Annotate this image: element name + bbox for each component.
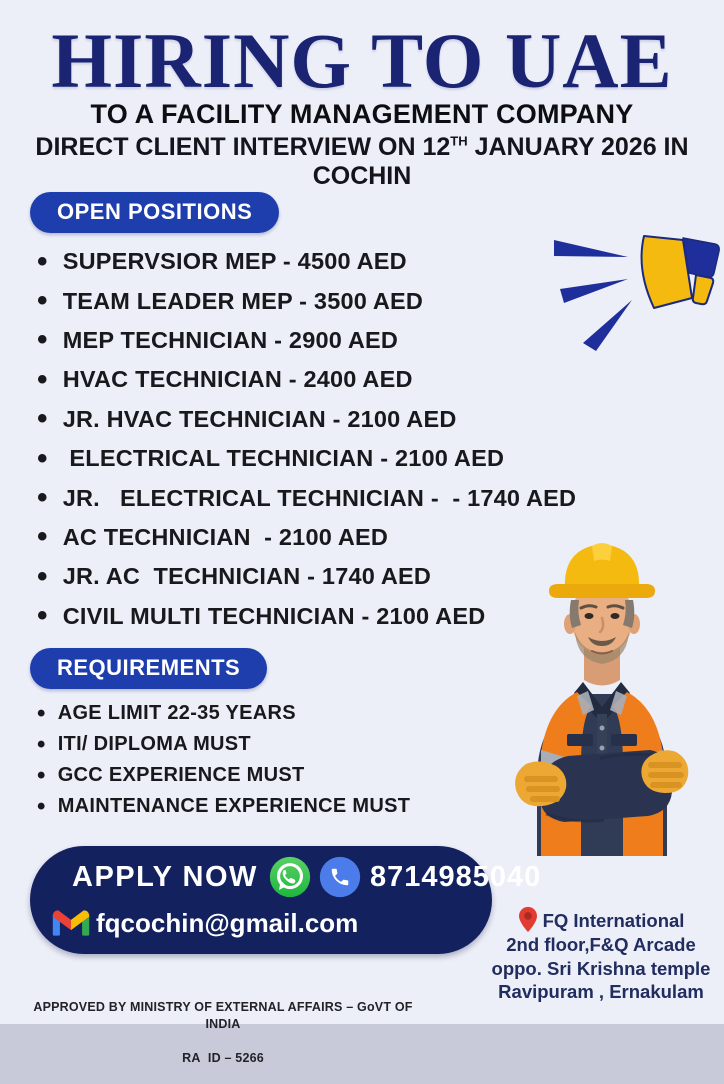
interview-date-suffix: JANUARY 2026 IN COCHIN	[312, 133, 689, 190]
position-item: • CIVIL MULTI TECHNICIAN - 2100 AED	[37, 597, 576, 636]
interview-date-ordinal: TH	[450, 133, 468, 149]
worker-photo	[480, 526, 724, 856]
open-positions-badge: OPEN POSITIONS	[30, 192, 279, 233]
interview-date-prefix: DIRECT CLIENT INTERVIEW ON 12	[35, 133, 451, 161]
requirement-item: • GCC EXPERIENCE MUST	[37, 760, 410, 791]
location-line: 2nd floor,F&Q Arcade	[506, 934, 696, 955]
location-block	[478, 906, 724, 1004]
location-line	[478, 906, 724, 933]
apply-panel	[30, 846, 542, 954]
position-item: • JR. AC TECHNICIAN - 1740 AED	[37, 557, 576, 596]
position-item: • ELECTRICAL TECHNICIAN - 2100 AED	[37, 439, 576, 478]
location-pin-icon	[518, 906, 538, 933]
location-name: FQ International	[542, 910, 685, 931]
apply-now-label: APPLY NOW	[72, 861, 258, 893]
position-item: • JR. ELECTRICAL TECHNICIAN - - 1740 AED	[37, 478, 576, 517]
page-title: HIRING TO UAE	[51, 17, 673, 104]
company-subtitle: TO A FACILITY MANAGEMENT COMPANY	[90, 99, 634, 129]
position-item: • MEP TECHNICIAN - 2900 AED	[37, 321, 576, 360]
phone-number[interactable]: 8714985040	[370, 861, 542, 893]
phone-icon[interactable]	[318, 855, 362, 899]
approval-footer	[28, 982, 418, 1084]
interview-date-line	[0, 133, 724, 191]
megaphone-icon	[548, 222, 724, 357]
gmail-icon	[52, 908, 90, 938]
requirement-item: • MAINTENANCE EXPERIENCE MUST	[37, 791, 410, 822]
position-item: • SUPERVSIOR MEP - 4500 AED	[37, 242, 576, 281]
requirements-badge: REQUIREMENTS	[30, 648, 267, 689]
position-item: • JR. HVAC TECHNICIAN - 2100 AED	[37, 400, 576, 439]
location-line: oppo. Sri Krishna temple	[491, 957, 711, 979]
ra-id-line: RA ID – 5266	[182, 1051, 264, 1065]
approval-line: APPROVED BY MINISTRY OF EXTERNAL AFFAIRS – GoVT OF INDIA	[33, 1000, 413, 1031]
requirements-list	[37, 698, 410, 822]
position-item: • AC TECHNICIAN - 2100 AED	[37, 518, 576, 557]
location-line: Ravipuram , Ernakulam	[498, 981, 704, 1002]
whatsapp-icon[interactable]	[268, 855, 312, 899]
position-item: • HVAC TECHNICIAN - 2400 AED	[37, 360, 576, 399]
position-item: • TEAM LEADER MEP - 3500 AED	[37, 281, 576, 320]
requirement-item: • ITI/ DIPLOMA MUST	[37, 729, 410, 760]
email-address[interactable]: fqcochin@gmail.com	[96, 908, 359, 938]
requirement-item: • AGE LIMIT 22-35 YEARS	[37, 698, 410, 729]
